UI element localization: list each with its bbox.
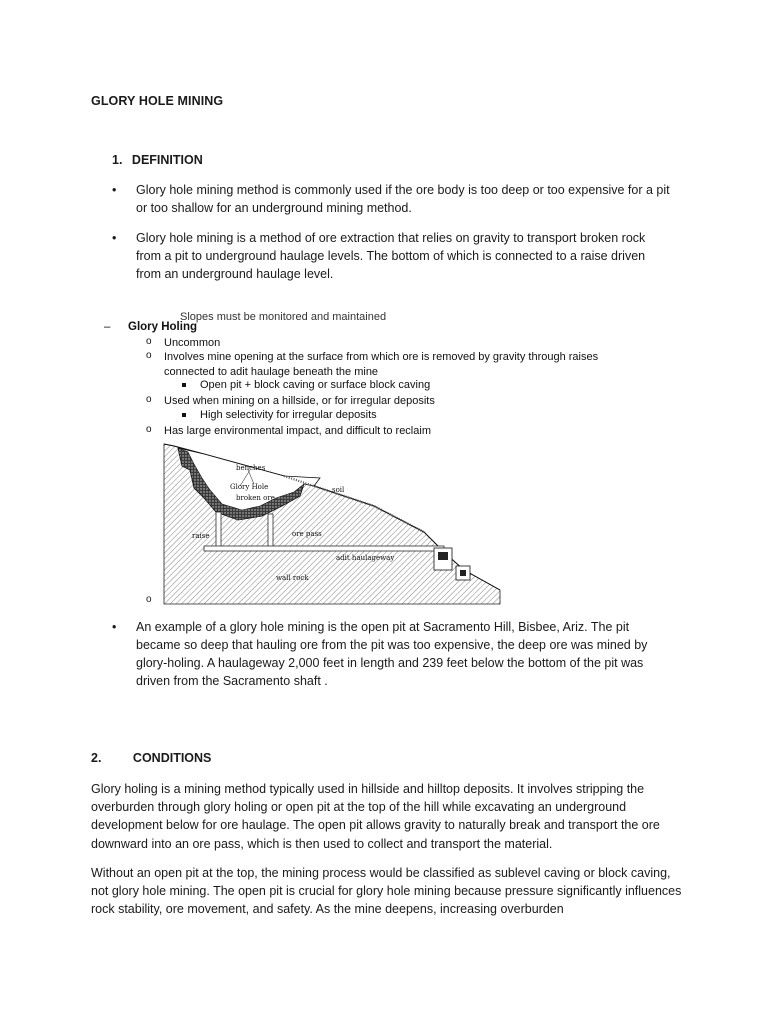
circle-marker: o: [146, 424, 152, 435]
soil-label: soil: [332, 486, 345, 494]
benches-label: benches: [236, 464, 266, 472]
slide-item-text: Used when mining on a hillside, or for irregular deposits: [164, 395, 435, 407]
slide-item-text: Involves mine opening at the surface from which ore is removed by gravity through raises connected to adit haulage beneath the mine: [164, 351, 599, 378]
slide-subitem-text: Open pit + block caving or surface block caving: [200, 379, 431, 391]
section-title: DEFINITION: [131, 153, 203, 167]
circle-marker: o: [146, 350, 152, 361]
slide-item: [146, 336, 220, 351]
portal-window: [460, 570, 466, 576]
slide-heading: [104, 321, 197, 333]
document-title: GLORY HOLE MINING: [91, 94, 224, 108]
slide-item: [146, 350, 626, 379]
glory-hole-cross-section-diagram: [164, 440, 500, 604]
empty-circle-marker: o: [146, 594, 152, 605]
bullet-marker: •: [112, 231, 117, 245]
slide-subitem: [182, 409, 377, 421]
glory-hole-label: Glory Hole: [230, 483, 269, 491]
slide-subitem: [182, 379, 430, 391]
broken-ore-label: broken ore: [236, 494, 275, 502]
bullet-text: An example of a glory hole mining is the open pit at Sacramento Hill, Bisbee, Ariz. The pit became so deep that hauling ore from the pit was too expensive, the deep ore was mined by glory-holing. A haulageway 2,000 feet in length and 239 feet below the bottom of the pit was driven from the Sacramento shaft .: [136, 620, 648, 688]
slide-item: [146, 394, 435, 409]
square-marker: [182, 383, 186, 387]
list-item: [112, 618, 672, 690]
section-heading-definition: [112, 153, 203, 167]
square-marker: [182, 413, 186, 417]
adit-haulageway-label: adit haulageway: [336, 554, 395, 562]
bullet-marker: •: [112, 183, 117, 197]
ore-pass-shaft: [268, 514, 273, 548]
wall-rock-label: wall rock: [276, 574, 309, 582]
paragraph: Without an open pit at the top, the mining process would be classified as sublevel caving or block caving, not glory hole mining. The open pit is crucial for glory hole mining because pressure significantly influences rock stability, ore movement, and safety. As the mine deepens, increasing overburden: [91, 866, 682, 917]
ore-pass-label: ore pass: [292, 530, 322, 538]
circle-marker: o: [146, 394, 152, 405]
slide-item-text: Has large environmental impact, and difficult to reclaim: [164, 425, 431, 437]
section-heading-conditions: [91, 751, 211, 765]
bullet-text: Glory hole mining is a method of ore extraction that relies on gravity to transport broken rock from a pit to underground haulage levels. The bottom of which is connected to a raise driven from an underground haulage level.: [136, 231, 646, 281]
raise-label: raise: [192, 532, 210, 540]
slide-item: [146, 424, 431, 439]
section-number: 2.: [91, 751, 102, 765]
circle-marker: o: [146, 336, 152, 347]
section-number: 1.: [112, 153, 123, 167]
list-item: [112, 181, 672, 217]
portal-opening: [438, 552, 448, 560]
section-title: CONDITIONS: [132, 751, 212, 765]
slide-subitem-text: High selectivity for irregular deposits: [200, 409, 377, 421]
dash-marker: –: [104, 321, 111, 333]
list-item: [112, 229, 672, 283]
adit-haulageway-tunnel: [204, 546, 444, 551]
cut-off-line: Slopes must be monitored and maintained: [180, 311, 387, 323]
bullet-text: Glory hole mining method is commonly used if the ore body is too deep or too expensive for a pit or too shallow for an underground mining method.: [136, 183, 670, 215]
slide-heading-text: Glory Holing: [128, 321, 197, 333]
raise-shaft: [216, 512, 221, 548]
bullet-marker: •: [112, 620, 117, 634]
slide-item-text: Uncommon: [164, 337, 221, 349]
paragraph: Glory holing is a mining method typically used in hillside and hilltop deposits. It involves stripping the overburden through glory holing or open pit at the top of the hill while excavating an underground development below for ore haulage. The open pit allows gravity to naturally break and transport the ore downward into an ore pass, which is then used to collect and transport the material.: [91, 782, 660, 851]
